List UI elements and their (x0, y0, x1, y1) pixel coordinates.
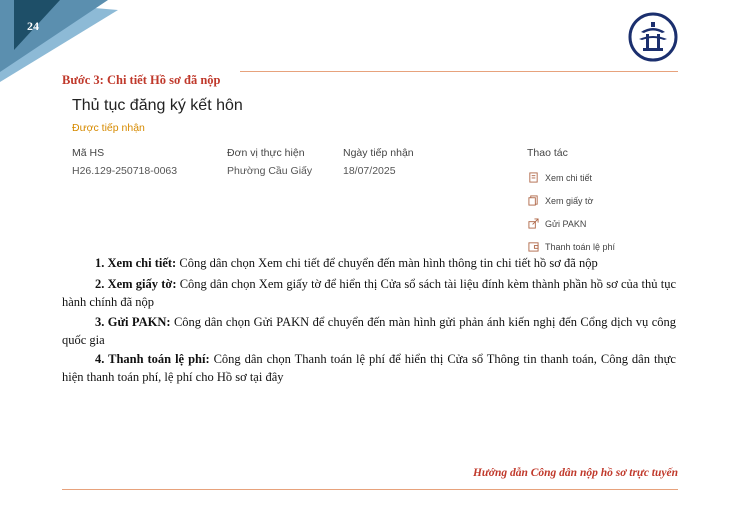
view-details-label: Xem chi tiết (545, 172, 593, 183)
paragraph-1-text: Công dân chọn Xem chi tiết để chuyển đến màn hình thông tin chi tiết hồ sơ đã nộp (176, 256, 598, 270)
paragraph-view-details (62, 254, 676, 272)
paragraph-view-papers (62, 275, 676, 311)
paragraph-1-heading: 1. Xem chi tiết: (95, 256, 177, 270)
pay-fee-label: Thanh toán lệ phí (545, 241, 616, 252)
paragraph-pay-fee (62, 350, 676, 386)
page-number: 24 (27, 19, 39, 33)
paragraph-2-text: Công dân chọn Xem giấy tờ để hiển thị Cửa sổ sách tài liệu đính kèm thành phần hồ sơ của thủ tục hành chính đã nộp (62, 277, 676, 309)
send-feedback-button[interactable] (528, 212, 615, 235)
paragraph-3-text: Công dân chọn Gửi PAKN để chuyển đến màn hình gửi phản ánh kiến nghị đến Cổng dịch vụ công quốc gia (62, 315, 676, 347)
top-rule (240, 71, 678, 72)
view-papers-button[interactable] (528, 189, 615, 212)
paragraph-4-heading: 4. Thanh toán lệ phí: (95, 352, 210, 366)
document-icon (528, 172, 539, 183)
paragraph-3-heading: 3. Gửi PAKN: (95, 315, 171, 329)
status-badge: Được tiếp nhận (72, 122, 145, 134)
send-icon (528, 218, 539, 229)
col-header-unit: Đơn vị thực hiện (227, 147, 305, 159)
application-id: H26.129-250718-0063 (72, 165, 178, 177)
paragraph-2-heading: 2. Xem giấy tờ: (95, 277, 177, 291)
col-header-date: Ngày tiếp nhận (343, 147, 414, 159)
view-papers-label: Xem giấy tờ (545, 195, 594, 206)
processing-unit: Phường Cầu Giấy (227, 165, 313, 177)
col-header-id: Mã HS (72, 147, 105, 159)
bottom-rule (62, 489, 678, 490)
paragraph-send-feedback (62, 313, 676, 349)
paragraph-4-text: Công dân chọn Thanh toán lệ phí để hiển thị Cửa sổ Thông tin thanh toán, Công dân thực hiện thanh toán phí, lệ phí cho Hồ sơ tại đây (62, 352, 676, 384)
step-title: Bước 3: Chi tiết Hồ sơ đã nộp (62, 73, 221, 87)
procedure-title: Thủ tục đăng ký kết hôn (72, 97, 243, 114)
application-card (62, 90, 678, 250)
received-date: 18/07/2025 (343, 165, 396, 177)
view-details-button[interactable] (528, 166, 615, 189)
col-header-actions: Thao tác (527, 147, 568, 159)
send-feedback-label: Gửi PAKN (545, 218, 587, 229)
hanoi-emblem-icon (628, 12, 678, 62)
action-list (528, 166, 615, 258)
footer-title: Hướng dẫn Công dân nộp hồ sơ trực tuyến (472, 467, 678, 479)
wallet-icon (528, 241, 539, 252)
papers-icon (528, 195, 539, 206)
